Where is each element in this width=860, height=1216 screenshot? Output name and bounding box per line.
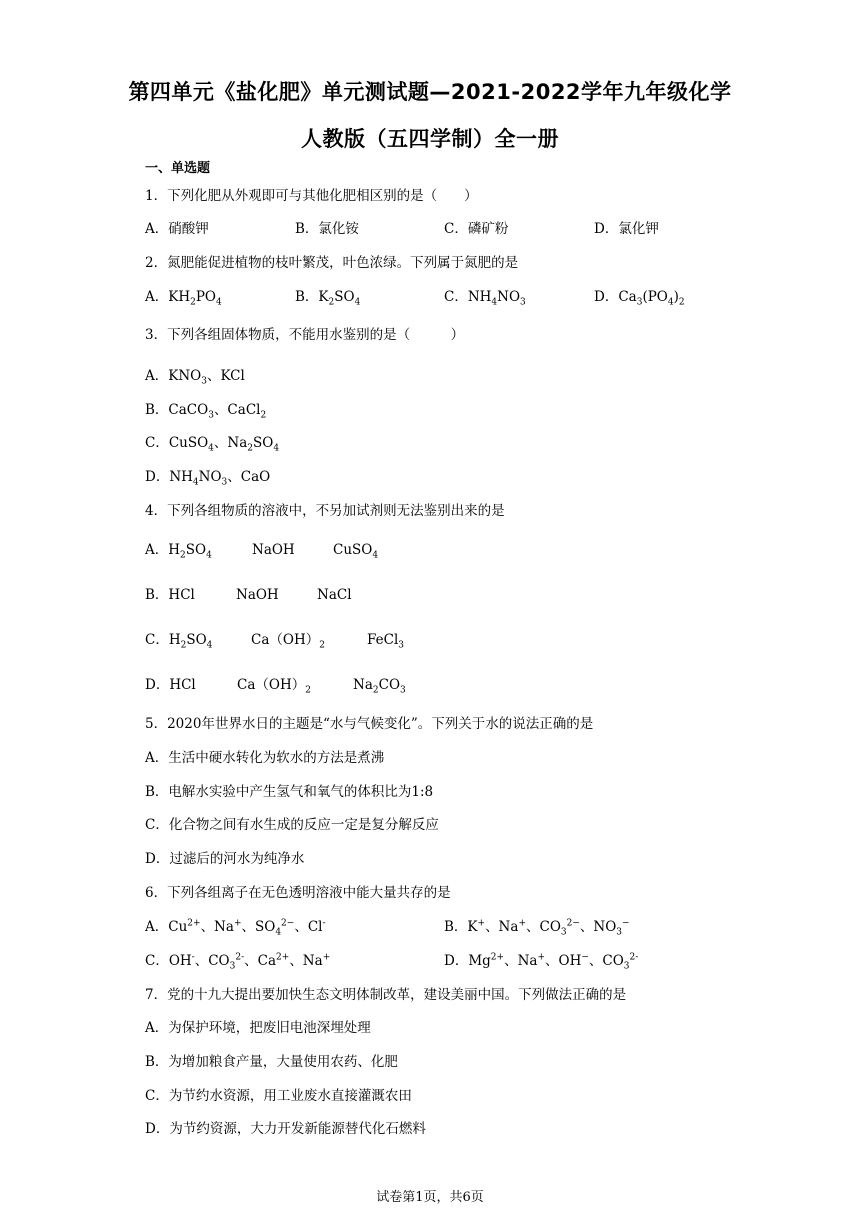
question-4-option-d-item-2: $Ca(OH)_2$ <box>237 677 311 696</box>
question-3-option-a: A．$KNO_3$、KCl <box>145 368 245 387</box>
question-4-option-b-item-3: NaCl <box>317 587 352 603</box>
question-5-option-b: B．电解水实验中产生氢气和氧气的体积比为1:8 <box>145 784 434 800</box>
question-7-option-c: C．为节约水资源，用工业废水直接灌溉农田 <box>145 1088 412 1104</box>
question-5-option-c: C．化合物之间有水生成的反应一定是复分解反应 <box>145 817 439 833</box>
question-1-option-a: A．硝酸钾 <box>145 221 209 237</box>
question-2-option-d: D．$Ca_3(PO_4)_2$ <box>594 289 685 308</box>
question-4-option-a-item-3: CuSO$_4$ <box>333 542 379 561</box>
question-5-option-a: A．生活中硬水转化为软水的方法是煮沸 <box>145 750 385 766</box>
question-4-option-a: A．$H_2SO_4$ <box>145 542 212 561</box>
question-2-stem: 2．氮肥能促进植物的枝叶繁茂，叶色浓绿。下列属于氮肥的是 <box>145 255 519 271</box>
question-5-option-d: D．过滤后的河水为纯净水 <box>145 851 305 867</box>
question-4-stem: 4．下列各组物质的溶液中，不另加试剂则无法鉴别出来的是 <box>145 503 505 519</box>
question-1-option-b: B．氯化铵 <box>295 221 359 237</box>
exam-title-line-1: 第四单元《盐化肥》单元测试题—2021-2022学年九年级化学 <box>128 80 732 104</box>
question-1-option-c: C．磷矿粉 <box>444 221 509 237</box>
question-4-option-b-item-2: NaOH <box>236 587 279 603</box>
question-3-option-b: B．CaCO$_3$、CaCl$_2$ <box>145 402 267 421</box>
page-footer: 试卷第1页，共6页 <box>376 1190 484 1205</box>
question-3-option-d: D．$NH_4NO_3$、CaO <box>145 469 271 488</box>
question-7-option-d: D．为节约资源，大力开发新能源替代化石燃料 <box>145 1121 426 1137</box>
question-4-option-b: B．HCl <box>145 587 195 603</box>
question-6-option-a: A．$Cu^{2+}$、Na+、$SO_4^{2-}$、Cl- <box>145 918 326 938</box>
question-2-option-c: C．$NH_4NO_3$ <box>444 289 526 308</box>
exam-title-line-2: 人教版（五四学制）全一册 <box>301 127 559 151</box>
question-6-stem: 6．下列各组离子在无色透明溶液中能大量共存的是 <box>145 885 451 901</box>
question-3-stem: 3．下列各组固体物质，不能用水鉴别的是（ ） <box>145 327 465 343</box>
question-7-stem: 7．党的十九大提出要加快生态文明体制改革，建设美丽中国。下列做法正确的是 <box>145 987 627 1003</box>
question-2-option-b: B．$K_2SO_4$ <box>295 289 361 308</box>
question-4-option-d: D．HCl <box>145 677 196 693</box>
question-6-option-d: D．$Mg^{2+}$、Na+、OH−、$CO_3^{2-}$ <box>444 952 639 972</box>
question-4-option-c-item-3: FeCl$_3$ <box>367 632 404 651</box>
question-7-option-a: A．为保护环境，把废旧电池深埋处理 <box>145 1020 371 1036</box>
section-heading: 一、单选题 <box>145 161 211 176</box>
question-7-option-b: B．为增加粮食产量，大量使用农药、化肥 <box>145 1054 398 1070</box>
question-4-option-c-item-2: $Ca(OH)_2$ <box>251 632 325 651</box>
question-4-option-a-item-2: NaOH <box>252 542 295 558</box>
question-4-option-d-item-3: $Na_2CO_3$ <box>353 677 406 696</box>
question-2-option-a: A．$KH_2PO_4$ <box>145 289 222 308</box>
question-4-option-c: C．$H_2SO_4$ <box>145 632 213 651</box>
question-5-stem: 5．2020年世界水日的主题是“水与气候变化”。下列关于水的说法正确的是 <box>145 716 594 732</box>
question-6-option-b: B．K+、Na+、$CO_3^{2-}$、$NO_3^-$ <box>444 918 630 938</box>
question-1-stem: 1．下列化肥从外观即可与其他化肥相区别的是（ ） <box>145 188 478 204</box>
question-3-option-c: C．CuSO$_4$、$Na_2SO_4$ <box>145 435 280 454</box>
question-1-option-d: D．氯化钾 <box>594 221 659 237</box>
question-6-option-c: C．OH-、$CO_3^{2-}$、$Ca^{2+}$、Na+ <box>145 952 331 972</box>
